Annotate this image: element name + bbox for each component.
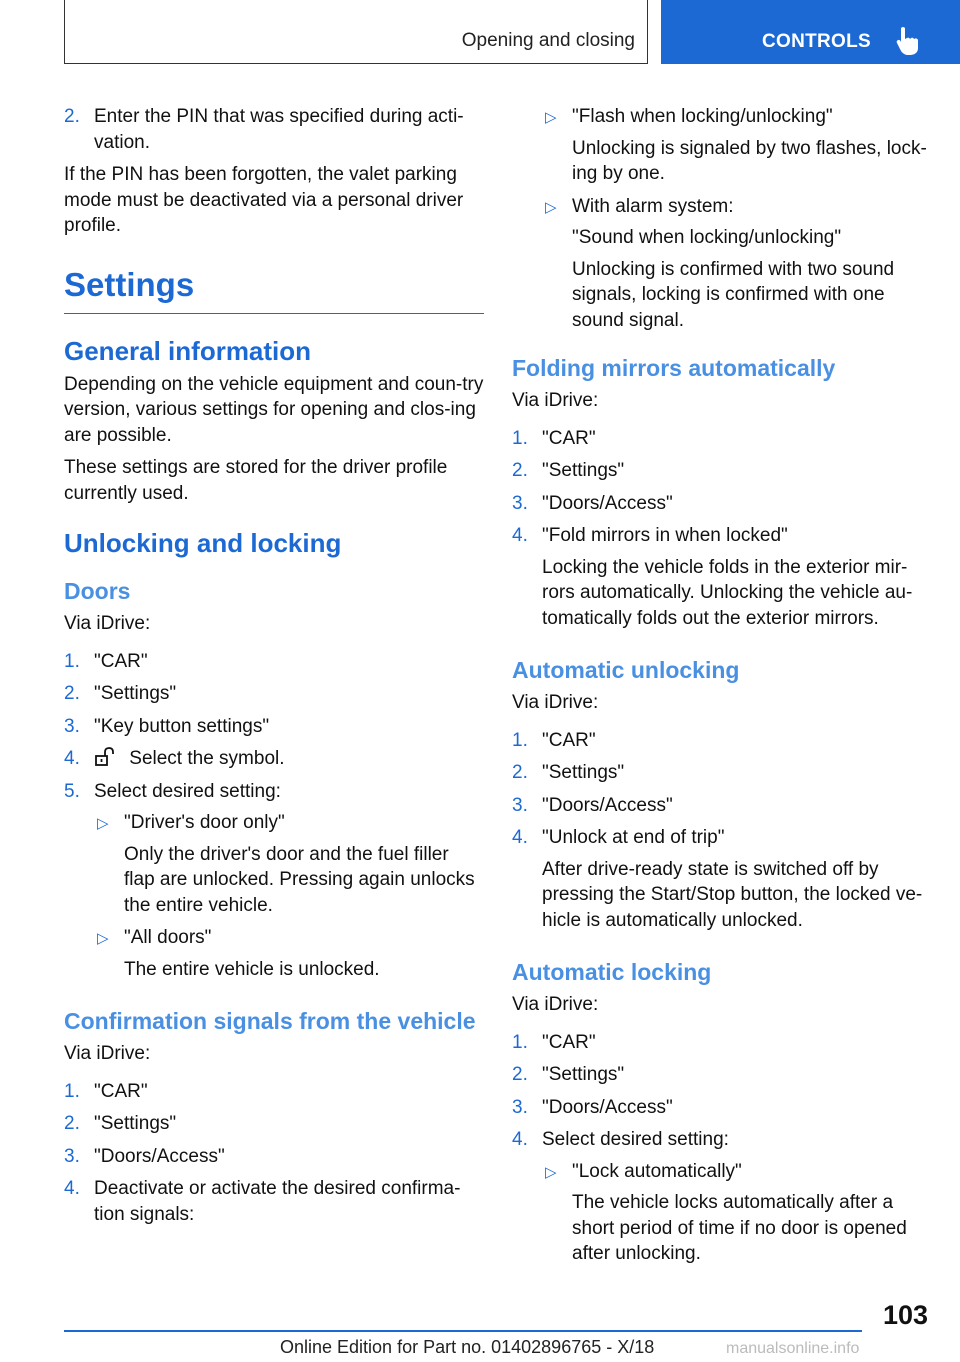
step-description: Locking the vehicle folds in the exterior mir-rors automatically. Unlocking the vehicle au-tomatically folds out the exterior mirrors. [542, 556, 913, 629]
autolock-step-4 [512, 1127, 932, 1267]
step-text: "Fold mirrors in when locked" [542, 525, 788, 546]
automatic-locking-heading: Automatic locking [512, 959, 712, 985]
doors-option-all-doors [94, 925, 484, 982]
step-number: 3. [512, 492, 528, 514]
step-text: "Settings" [94, 683, 177, 704]
confirm-option-flash [542, 104, 932, 187]
step-number: 4. [64, 1178, 80, 1199]
autolock-step-3 [512, 1095, 932, 1121]
step-number: 5. [64, 780, 80, 802]
option-label: "Lock automatically" [572, 1160, 742, 1182]
step-text: "CAR" [94, 650, 148, 672]
doors-step-5 [64, 779, 484, 983]
step-description: After drive-ready state is switched off by pressing the Start/Stop button, the locked ve-hicle is automatically unlocked. [542, 858, 923, 931]
option-label: With alarm system: [572, 195, 734, 217]
step-number: 3. [64, 715, 80, 737]
step-number: 2. [64, 1113, 80, 1134]
bullet-triangle-icon: ▷ [97, 815, 109, 832]
option-label: "Flash when locking/unlocking" [572, 106, 833, 127]
confirm-step-2 [64, 1111, 484, 1137]
confirmation-signals-heading: Confirmation signals from the vehicle [64, 1008, 476, 1034]
step-text: "Settings" [542, 762, 625, 783]
bullet-triangle-icon: ▷ [545, 109, 557, 126]
fold-step-3 [512, 491, 932, 517]
doors-heading: Doors [64, 578, 131, 604]
doors-step-3 [64, 714, 484, 740]
step-text: "Doors/Access" [542, 1096, 673, 1118]
page-number: 103 [882, 1300, 928, 1330]
section-title: Opening and closing [461, 30, 635, 51]
general-info-paragraph-2: These settings are stored for the driver profile currently used. [64, 457, 448, 504]
fold-via-idrive: Via iDrive: [512, 390, 599, 411]
step-text: "CAR" [94, 1080, 148, 1102]
settings-heading: Settings [64, 265, 484, 314]
step-number: 3. [512, 1096, 528, 1118]
step-number: 2. [512, 762, 528, 783]
confirm-via-idrive: Via iDrive: [64, 1043, 151, 1064]
fold-step-1 [512, 426, 932, 452]
general-info-paragraph-1: Depending on the vehicle equipment and coun-try version, various settings for opening and clos-ing are possible. [64, 373, 484, 446]
step-number: 4. [64, 748, 80, 769]
folding-mirrors-heading: Folding mirrors automatically [512, 355, 836, 381]
option-description: The vehicle locks automatically after a short period of time if no door is opened after unlocking. [572, 1192, 907, 1264]
doors-option-drivers-door [94, 810, 484, 918]
option-description: Unlocking is confirmed with two sound signals, locking is confirmed with one sound signal. [572, 258, 895, 331]
step-text: "Settings" [542, 460, 625, 481]
autounlock-step-2 [512, 760, 932, 786]
step-text: Select the symbol. [129, 748, 285, 769]
step-number: 1. [64, 650, 80, 672]
confirm-step-1 [64, 1079, 484, 1105]
footer-edition: Online Edition for Part no. 01402896765 - X/18 [280, 1337, 655, 1357]
doors-via-idrive: Via iDrive: [64, 613, 151, 634]
confirm-step-3 [64, 1144, 484, 1170]
step-number: 4. [512, 525, 528, 546]
step-text: Enter the PIN that was specified during acti-vation. [94, 106, 464, 153]
bullet-triangle-icon: ▷ [545, 198, 557, 216]
step-number: 1. [512, 1031, 528, 1053]
autounlock-step-3 [512, 793, 932, 819]
autolock-step-2 [512, 1062, 932, 1088]
autolock-option-lock-automatically [542, 1159, 932, 1267]
right-column [512, 104, 932, 1274]
general-info-heading: General information [64, 335, 312, 366]
autolock-step-1 [512, 1030, 932, 1056]
step-text: "Unlock at end of trip" [542, 827, 725, 848]
confirm-option-alarm [542, 194, 932, 334]
step-text: "Settings" [94, 1113, 177, 1134]
step-number: 3. [64, 1145, 80, 1167]
step-text: "Settings" [542, 1064, 625, 1085]
step-number: 1. [512, 729, 528, 751]
step-text: "Doors/Access" [542, 492, 673, 514]
step-number: 1. [512, 427, 528, 449]
fold-step-4 [512, 523, 932, 631]
automatic-unlocking-heading: Automatic unlocking [512, 657, 740, 683]
step-number: 1. [64, 1080, 80, 1102]
pin-step [64, 104, 484, 155]
fold-step-2 [512, 458, 932, 484]
option-description: Only the driver's door and the fuel filler flap are unlocked. Pressing again unlocks the entire vehicle. [124, 843, 475, 916]
step-number: 3. [512, 794, 528, 816]
unlock-icon [94, 747, 116, 767]
left-column [64, 104, 484, 1234]
bullet-triangle-icon: ▷ [545, 1163, 557, 1181]
pin-note: If the PIN has been forgotten, the valet parking mode must be deactivated via a personal driver profile. [64, 164, 464, 236]
autounlock-step-4 [512, 825, 932, 933]
step-text: Select desired setting: [94, 780, 281, 802]
step-text: "Doors/Access" [542, 794, 673, 816]
step-number: 2. [512, 1064, 528, 1085]
option-sublabel: "Sound when locking/unlocking" [572, 227, 842, 248]
step-number: 2. [512, 460, 528, 481]
step-number: 4. [512, 827, 528, 848]
doors-step-2 [64, 681, 484, 707]
option-label: "Driver's door only" [124, 812, 285, 833]
step-text: "CAR" [542, 427, 596, 449]
unlocking-locking-heading: Unlocking and locking [64, 528, 342, 558]
step-number: 2. [64, 106, 80, 127]
bullet-triangle-icon: ▷ [97, 930, 109, 947]
option-description: Unlocking is signaled by two flashes, lock-ing by one. [572, 137, 927, 184]
header-section-box [64, 0, 648, 64]
watermark: manualsonline.info [726, 1340, 860, 1357]
doors-step-1 [64, 649, 484, 675]
step-text: "Doors/Access" [94, 1145, 225, 1167]
step-text: Deactivate or activate the desired confirma-tion signals: [94, 1178, 461, 1225]
step-text: "CAR" [542, 729, 596, 751]
autounlock-step-1 [512, 728, 932, 754]
step-text: "CAR" [542, 1031, 596, 1053]
step-number: 2. [64, 683, 80, 704]
step-text: Select desired setting: [542, 1129, 729, 1150]
confirm-step-4 [64, 1176, 484, 1227]
controls-label: CONTROLS [762, 31, 872, 52]
header-controls-tab[interactable] [661, 0, 960, 64]
step-number: 4. [512, 1129, 528, 1150]
footer-divider [64, 1330, 862, 1332]
pointing-hand-icon [895, 26, 921, 56]
autolock-via-idrive: Via iDrive: [512, 994, 599, 1015]
option-label: "All doors" [124, 927, 212, 948]
autounlock-via-idrive: Via iDrive: [512, 692, 599, 713]
doors-step-4 [64, 746, 484, 772]
option-description: The entire vehicle is unlocked. [124, 958, 380, 980]
step-text: "Key button settings" [94, 715, 270, 737]
